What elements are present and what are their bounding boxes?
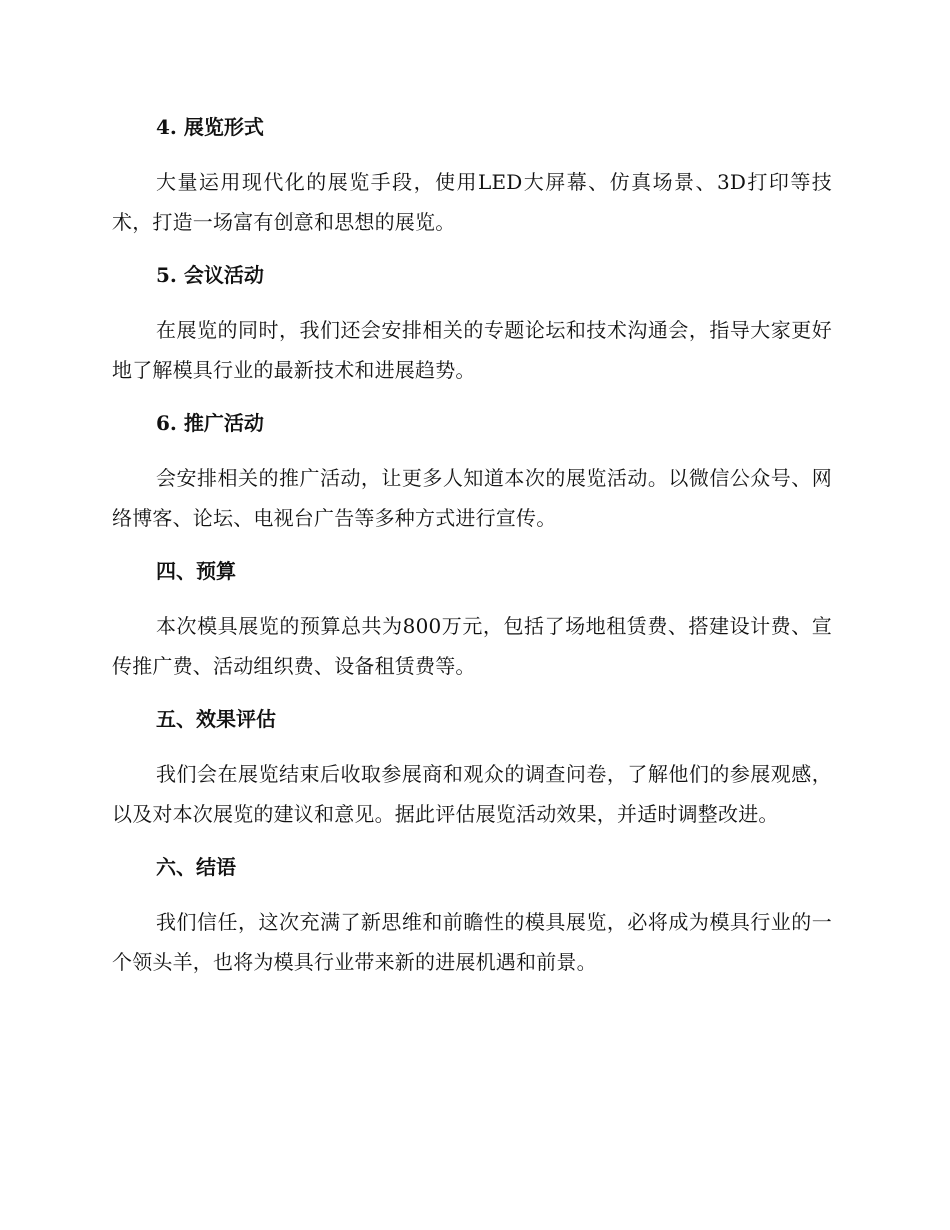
section-heading: 6. 推广活动: [156, 411, 264, 435]
section-budget: [112, 552, 832, 686]
section-paragraph: 我们会在展览结束后收取参展商和观众的调查问卷，了解他们的参展观感，以及对本次展览的建议和意见。据此评估展览活动效果，并适时调整改进。: [112, 762, 832, 826]
section-paragraph: 在展览的同时，我们还会安排相关的专题论坛和技术沟通会，指导大家更好地了解模具行业的最新技术和进展趋势。: [112, 318, 832, 382]
section-exhibition-format: [112, 108, 832, 242]
section-heading: 四、预算: [156, 559, 236, 583]
section-promotion-activities: [112, 404, 832, 538]
section-paragraph: 本次模具展览的预算总共为800万元，包括了场地租赁费、搭建设计费、宣传推广费、活动组织费、设备租赁费等。: [112, 614, 832, 678]
section-conclusion: [112, 848, 832, 982]
section-effect-evaluation: [112, 700, 832, 834]
section-heading: 5. 会议活动: [156, 263, 264, 287]
document-page: [112, 108, 832, 996]
section-heading: 六、结语: [156, 855, 236, 879]
section-heading: 4. 展览形式: [156, 115, 264, 139]
section-heading: 五、效果评估: [156, 707, 276, 731]
section-paragraph: 会安排相关的推广活动，让更多人知道本次的展览活动。以微信公众号、网络博客、论坛、电视台广告等多种方式进行宣传。: [112, 466, 832, 530]
section-paragraph: 我们信任，这次充满了新思维和前瞻性的模具展览，必将成为模具行业的一个领头羊，也将为模具行业带来新的进展机遇和前景。: [112, 910, 832, 974]
section-paragraph: 大量运用现代化的展览手段，使用LED大屏幕、仿真场景、3D打印等技术，打造一场富有创意和思想的展览。: [112, 170, 832, 234]
section-conference-activities: [112, 256, 832, 390]
